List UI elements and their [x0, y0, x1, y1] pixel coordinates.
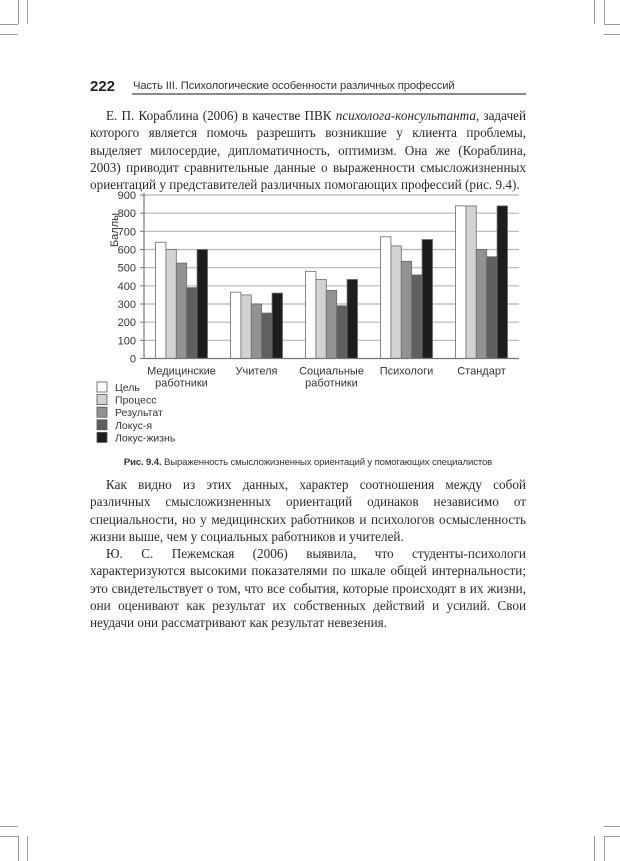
legend-label: Процесс: [115, 394, 157, 407]
x-tick-label: работники: [305, 377, 358, 390]
bar: [156, 242, 166, 358]
bar: [456, 206, 466, 359]
figure-caption-label: Рис. 9.4.: [123, 457, 162, 468]
bar: [466, 206, 476, 359]
running-head-title: Часть III. Психологические особенности различных профессий: [133, 80, 455, 92]
x-tick-label: Социальные: [299, 365, 364, 378]
bar: [272, 293, 282, 358]
figure-caption-text: Выраженность смысложизненных ориентаций у помогающих специалистов: [161, 457, 493, 468]
y-tick-label: 500: [117, 262, 136, 275]
bar: [197, 250, 207, 359]
bar: [337, 306, 347, 359]
bar: [231, 292, 241, 358]
x-tick-label: Учителя: [235, 365, 278, 378]
paragraph-1-text-a: Е. П. Кораблина (2006) в качестве ПВК: [106, 108, 336, 123]
bar: [306, 271, 316, 358]
paragraph-1-text-b: , задачей которого является помочь разрешить возникшие у клиента проблемы, выделяет милосердие, дипломатичность, оптимизм. Она же (Кораблина, 2003) приводит сравнительные данные о выраженности смысложизненных ориентаций у представителей различных помогающих профессий (рис. 9.4).: [90, 108, 527, 193]
crop-mark: [604, 826, 620, 827]
legend-swatch: [97, 382, 107, 392]
legend-swatch: [97, 395, 107, 405]
legend-label: Локус-я: [115, 419, 153, 432]
crop-mark: [604, 836, 620, 837]
bar: [497, 206, 507, 359]
x-tick-label: Стандарт: [457, 365, 506, 378]
paragraph-2: [90, 476, 526, 545]
bar: [241, 295, 251, 359]
paragraph-3: [90, 545, 526, 631]
bars: [156, 206, 508, 359]
bar: [316, 279, 326, 358]
legend-swatch: [97, 407, 107, 417]
figure-caption: [90, 457, 526, 468]
y-tick-label: 100: [117, 335, 136, 348]
bar: [262, 313, 272, 358]
bar: [176, 263, 186, 358]
bar: [166, 250, 176, 359]
bar: [487, 257, 497, 359]
crop-mark: [594, 836, 595, 861]
bar: [326, 290, 336, 358]
legend: [97, 382, 176, 444]
legend-swatch: [97, 432, 107, 442]
crop-mark: [0, 836, 18, 837]
y-tick-label: 900: [117, 190, 136, 202]
y-tick-label: 300: [117, 299, 136, 311]
bar: [476, 250, 486, 359]
y-tick-label: 700: [117, 226, 136, 239]
legend-label: Локус-жизнь: [115, 432, 176, 445]
crop-mark: [0, 826, 18, 827]
bar: [347, 279, 357, 358]
bar: [251, 304, 261, 359]
bar: [187, 288, 197, 359]
legend-label: Результат: [115, 407, 163, 420]
paragraph-2-text: Как видно из этих данных, характер соотношения между собой различных смысложизненных ориентаций одинаков независимо от специальности, но у медицинских работников и психологов осмысленность жизни выше, чем у социальных работников и учителей.: [90, 477, 526, 544]
x-tick-label: работники: [155, 377, 208, 390]
y-axis-label: Баллы: [109, 212, 121, 248]
bar: [401, 261, 411, 358]
paragraph-1-italic: психолога-консультанта: [335, 108, 476, 123]
x-tick-label: Психологи: [379, 365, 434, 378]
page-number: 222: [90, 78, 116, 95]
crop-mark: [604, 836, 605, 861]
y-tick-label: 200: [117, 317, 136, 330]
y-tick-label: 400: [117, 280, 136, 293]
crop-mark: [18, 836, 19, 861]
x-tick-label: Медицинские: [147, 365, 216, 378]
y-tick-label: 0: [129, 353, 136, 366]
crop-mark: [27, 836, 28, 861]
y-tick-label: 600: [117, 244, 136, 257]
paragraph-3-text: Ю. С. Пежемская (2006) выявила, что студенты-психологи характеризуются высокими показателями по шкале общей интернальности; это свидетельствует о том, что все события, которые происходят в их жизни, они оценивают как результат их собственных действий и усилий. Свои неудачи они рассматривают как результат невезения.: [90, 546, 526, 631]
legend-label: Цель: [115, 382, 140, 394]
bar: [381, 237, 391, 359]
legend-swatch: [97, 420, 107, 430]
bar: [422, 240, 432, 359]
bar: [391, 246, 401, 359]
bar: [412, 275, 422, 359]
y-tick-label: 800: [117, 208, 136, 221]
